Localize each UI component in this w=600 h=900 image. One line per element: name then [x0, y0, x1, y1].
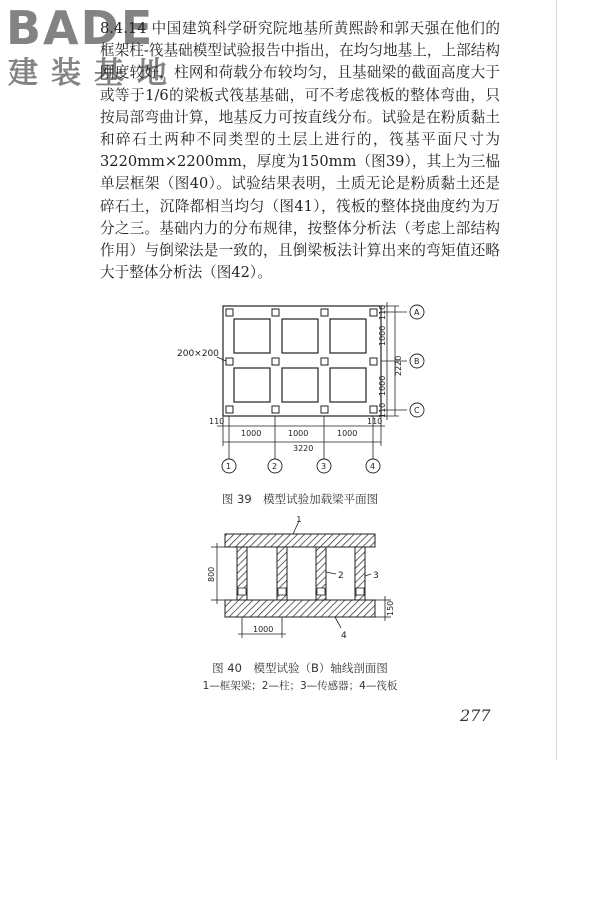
raft-outline [223, 306, 381, 416]
body-paragraph: 8.4.14 中国建筑科学研究院地基所黄熙龄和郭天强在他们的框架柱-筏基础模型试验报告中指出，在均匀地基上，上部结构刚度较好，柱网和荷载分布较均匀，且基础梁的截面高度大于或等于1/6的梁板式筏基基础，可不考虑筏板的整体弯曲，只按局部弯曲计算，地基反力可按直线分布。试验是在粉质黏土和碎石土两种不同类型的土层上进行的，筏基平面尺寸为3220mm×2200mm，厚度为150mm（图39），其上为三榀单层框架（图40）。试验结果表明，土质无论是粉质黏土还是碎石土，沉降都相当均匀（图41），筏板的整体挠曲度约为万分之三。基础内力的分布规律，按整体分析法（考虑上部结构作用）与倒梁法是一致的，且倒梁板法计算出来的弯矩值还略大于整体分析法（图42）。 [100, 20, 500, 282]
column-square [321, 406, 328, 413]
sensor [317, 588, 325, 595]
callout-3: 3 [373, 571, 379, 581]
panel [330, 319, 366, 353]
axis-col-4: 4 [370, 462, 376, 471]
figure-39-plan [175, 296, 440, 476]
figure-40-legend: 1—框架梁；2—柱；3—传感器；4—筏板 [202, 680, 398, 692]
dim-right-2: 1000 [378, 325, 387, 346]
logo-brand: BADE [6, 1, 155, 55]
sensor [278, 588, 286, 595]
column-square [272, 406, 279, 413]
column-square [226, 358, 233, 365]
raft-thickness-label: 150 [386, 600, 395, 616]
dim-right-3: 1000 [378, 375, 387, 396]
dim-bottom-1: 110 [209, 417, 225, 426]
panel [282, 319, 318, 353]
dim-bottom-2: 1000 [241, 429, 262, 438]
dim-right-4: 110 [378, 402, 387, 418]
column-size-label: 200×200 [177, 349, 219, 359]
axis-col-3: 3 [321, 462, 327, 471]
dim-total-x: 3220 [293, 444, 314, 453]
column-square [370, 406, 377, 413]
column-square [370, 309, 377, 316]
panel [330, 368, 366, 402]
column-square [321, 309, 328, 316]
dim-right-1: 110 [378, 304, 387, 320]
dim-bottom-4: 1000 [337, 429, 358, 438]
page-number: 277 [460, 706, 491, 725]
panel [282, 368, 318, 402]
leader-line [217, 357, 226, 361]
raft-slab [225, 600, 375, 617]
axis-row-b: B [414, 357, 420, 366]
sensor [356, 588, 364, 595]
frame-beam [225, 534, 375, 547]
callout-2: 2 [338, 571, 344, 581]
sensor [238, 588, 246, 595]
dim-bottom-5: 110 [367, 417, 383, 426]
axis-col-1: 1 [226, 462, 232, 471]
column-square [272, 358, 279, 365]
axis-row-c: C [414, 406, 420, 415]
dim-total-y: 2220 [394, 355, 403, 376]
column-square [226, 309, 233, 316]
column-square [370, 358, 377, 365]
figure-40-caption: 图 40 模型试验（B）轴线剖面图 [212, 661, 388, 675]
axis-row-a: A [414, 308, 420, 317]
callout-4: 4 [341, 631, 347, 641]
callout-1: 1 [296, 516, 302, 525]
page-edge-divider [556, 0, 557, 760]
panel [234, 368, 270, 402]
span-label: 1000 [253, 625, 274, 634]
height-label: 800 [207, 566, 216, 582]
figure-39-caption: 图 39 模型试验加载梁平面图 [221, 492, 379, 506]
logo-subtitle: 建装基地 [8, 56, 180, 91]
panel [234, 319, 270, 353]
column-square [321, 358, 328, 365]
dim-bottom-3: 1000 [288, 429, 309, 438]
column-square [226, 406, 233, 413]
figure-40-section [195, 516, 405, 644]
column-square [272, 309, 279, 316]
axis-col-2: 2 [272, 462, 278, 471]
